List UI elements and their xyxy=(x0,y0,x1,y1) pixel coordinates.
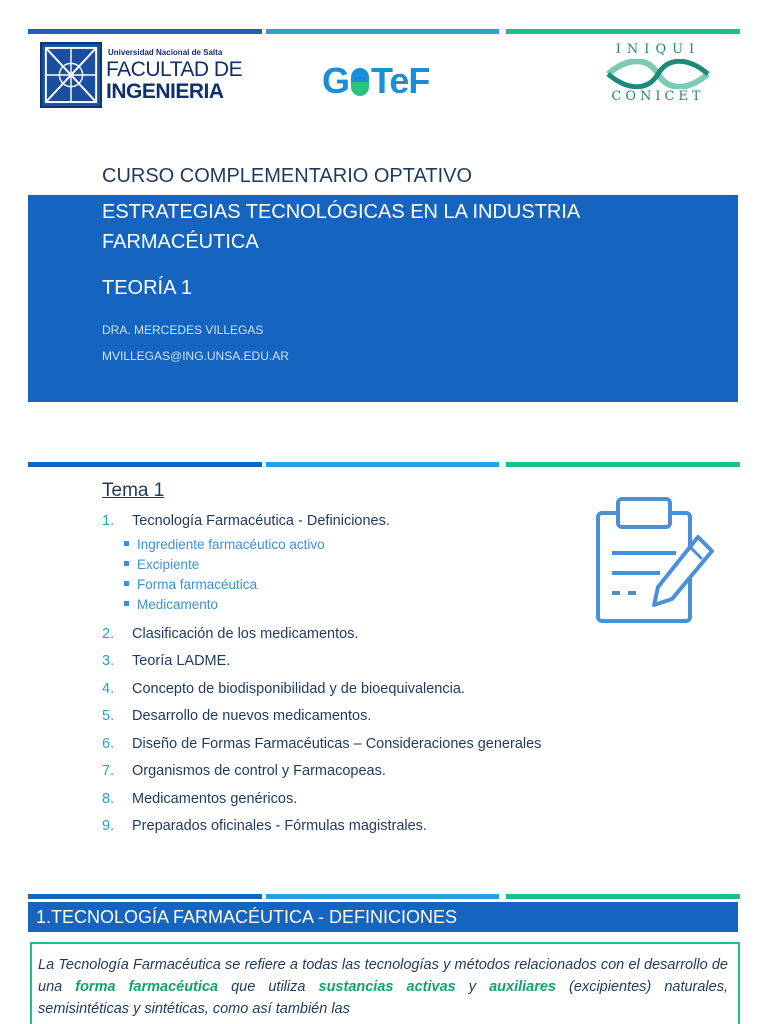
item-text: Preparados oficinales - Fórmulas magistrales. xyxy=(132,818,427,834)
highlight-term: forma farmacéutica xyxy=(75,979,219,995)
item-number: 1. xyxy=(102,513,115,529)
sub-list-item xyxy=(124,575,662,595)
list-item xyxy=(102,512,662,615)
top-bar-segment xyxy=(28,462,262,467)
top-bar-segment xyxy=(506,894,740,899)
item-number: 9. xyxy=(102,818,115,834)
list-item xyxy=(102,707,662,725)
list-item xyxy=(102,790,662,808)
author-email: MVILLEGAS@ING.UNSA.EDU.AR xyxy=(102,349,289,363)
list-item xyxy=(102,735,662,753)
item-number: 7. xyxy=(102,763,115,779)
sub-item-text: Ingrediente farmacéutico activo xyxy=(137,537,325,552)
capsule-icon xyxy=(351,68,369,96)
title-slide xyxy=(0,0,768,420)
item-text: Clasificación de los medicamentos. xyxy=(132,625,359,642)
faculty-line2: INGENIERIA xyxy=(106,80,224,103)
text-run: (excipientes) naturales, semisintéticas y sintéticas, como así también las xyxy=(38,979,728,1017)
section-header xyxy=(28,902,738,932)
list-item xyxy=(102,817,662,835)
item-text: Desarrollo de nuevos medicamentos. xyxy=(132,708,372,724)
iniqui-label: INIQUI xyxy=(615,42,701,57)
square-bullet-icon xyxy=(124,601,129,606)
sub-item-text: Forma farmacéutica xyxy=(137,577,258,592)
item-text: Organismos de control y Farmacopeas. xyxy=(132,763,386,779)
top-bar-segment xyxy=(266,462,499,467)
item-text: Teoría LADME. xyxy=(132,653,231,669)
lecture-label: TEORÍA 1 xyxy=(102,277,193,299)
clipboard-pencil-icon xyxy=(590,495,720,625)
iniqui-conicet-logo xyxy=(588,42,728,118)
section-title: 1.TECNOLOGÍA FARMACÉUTICA - DEFINICIONES xyxy=(36,907,458,927)
item-number: 3. xyxy=(102,653,115,669)
text-run: La Tecnología Farmacéutica se refiere a todas las tecnologías y métodos relacionados con el desarrollo de una xyxy=(38,957,728,995)
topics-slide xyxy=(0,460,768,860)
slide-title: Tema 1 xyxy=(102,480,165,501)
gitef-logo-suffix: TeF xyxy=(371,60,430,101)
list-item xyxy=(102,652,662,670)
definitions-slide xyxy=(0,894,768,1024)
list-item xyxy=(102,680,662,698)
item-text: Diseño de Formas Farmacéuticas – Consideraciones generales xyxy=(132,735,542,752)
wave-emblem-icon xyxy=(588,59,728,89)
sub-item-text: Excipiente xyxy=(137,557,200,572)
top-bar-segment xyxy=(506,29,740,34)
square-bullet-icon xyxy=(124,581,129,586)
top-bar-segment xyxy=(506,462,740,467)
item-number: 6. xyxy=(102,735,115,752)
top-bar-segment xyxy=(266,894,499,899)
course-subtitle: ESTRATEGIAS TECNOLÓGICAS EN LA INDUSTRIA FARMACÉUTICA xyxy=(102,201,580,253)
list-item xyxy=(102,762,662,780)
university-crest-icon xyxy=(40,42,102,108)
author-name: DRA. MERCEDES VILLEGAS xyxy=(102,323,264,337)
list-item xyxy=(102,625,662,643)
top-bar-segment xyxy=(28,894,262,899)
item-number: 5. xyxy=(102,708,115,724)
square-bullet-icon xyxy=(124,561,129,566)
sub-list-item xyxy=(124,595,662,615)
item-number: 2. xyxy=(102,625,115,642)
faculty-line1: FACULTAD DE xyxy=(106,58,243,81)
top-bar-segment xyxy=(266,29,499,34)
topics-list xyxy=(102,512,662,845)
sub-item-text: Medicamento xyxy=(137,597,219,612)
sub-list xyxy=(124,535,662,615)
highlight-term: auxiliares xyxy=(489,979,556,995)
item-text: Tecnología Farmacéutica - Definiciones. xyxy=(132,513,390,529)
text-run: que utiliza xyxy=(218,979,319,995)
university-name: Universidad Nacional de Salta xyxy=(108,48,223,57)
text-run: y xyxy=(455,979,490,995)
conicet-label: CONICET xyxy=(611,89,705,104)
course-title: CURSO COMPLEMENTARIO OPTATIVO xyxy=(102,165,473,187)
item-text: Medicamentos genéricos. xyxy=(132,790,298,807)
item-text: Concepto de biodisponibilidad y de bioequivalencia. xyxy=(132,680,465,697)
square-bullet-icon xyxy=(124,541,129,546)
sub-list-item xyxy=(124,535,662,555)
item-number: 4. xyxy=(102,680,115,697)
highlight-term: sustancias activas xyxy=(318,979,456,995)
facultad-ingenieria-logo xyxy=(40,42,245,110)
gitef-logo xyxy=(322,60,429,102)
sub-list-item xyxy=(124,555,662,575)
definition-text xyxy=(38,954,728,1020)
title-panel xyxy=(28,195,738,402)
gitef-logo-prefix: G xyxy=(322,60,350,101)
top-bar-segment xyxy=(28,29,262,34)
item-number: 8. xyxy=(102,790,115,807)
definition-box xyxy=(30,942,740,1024)
